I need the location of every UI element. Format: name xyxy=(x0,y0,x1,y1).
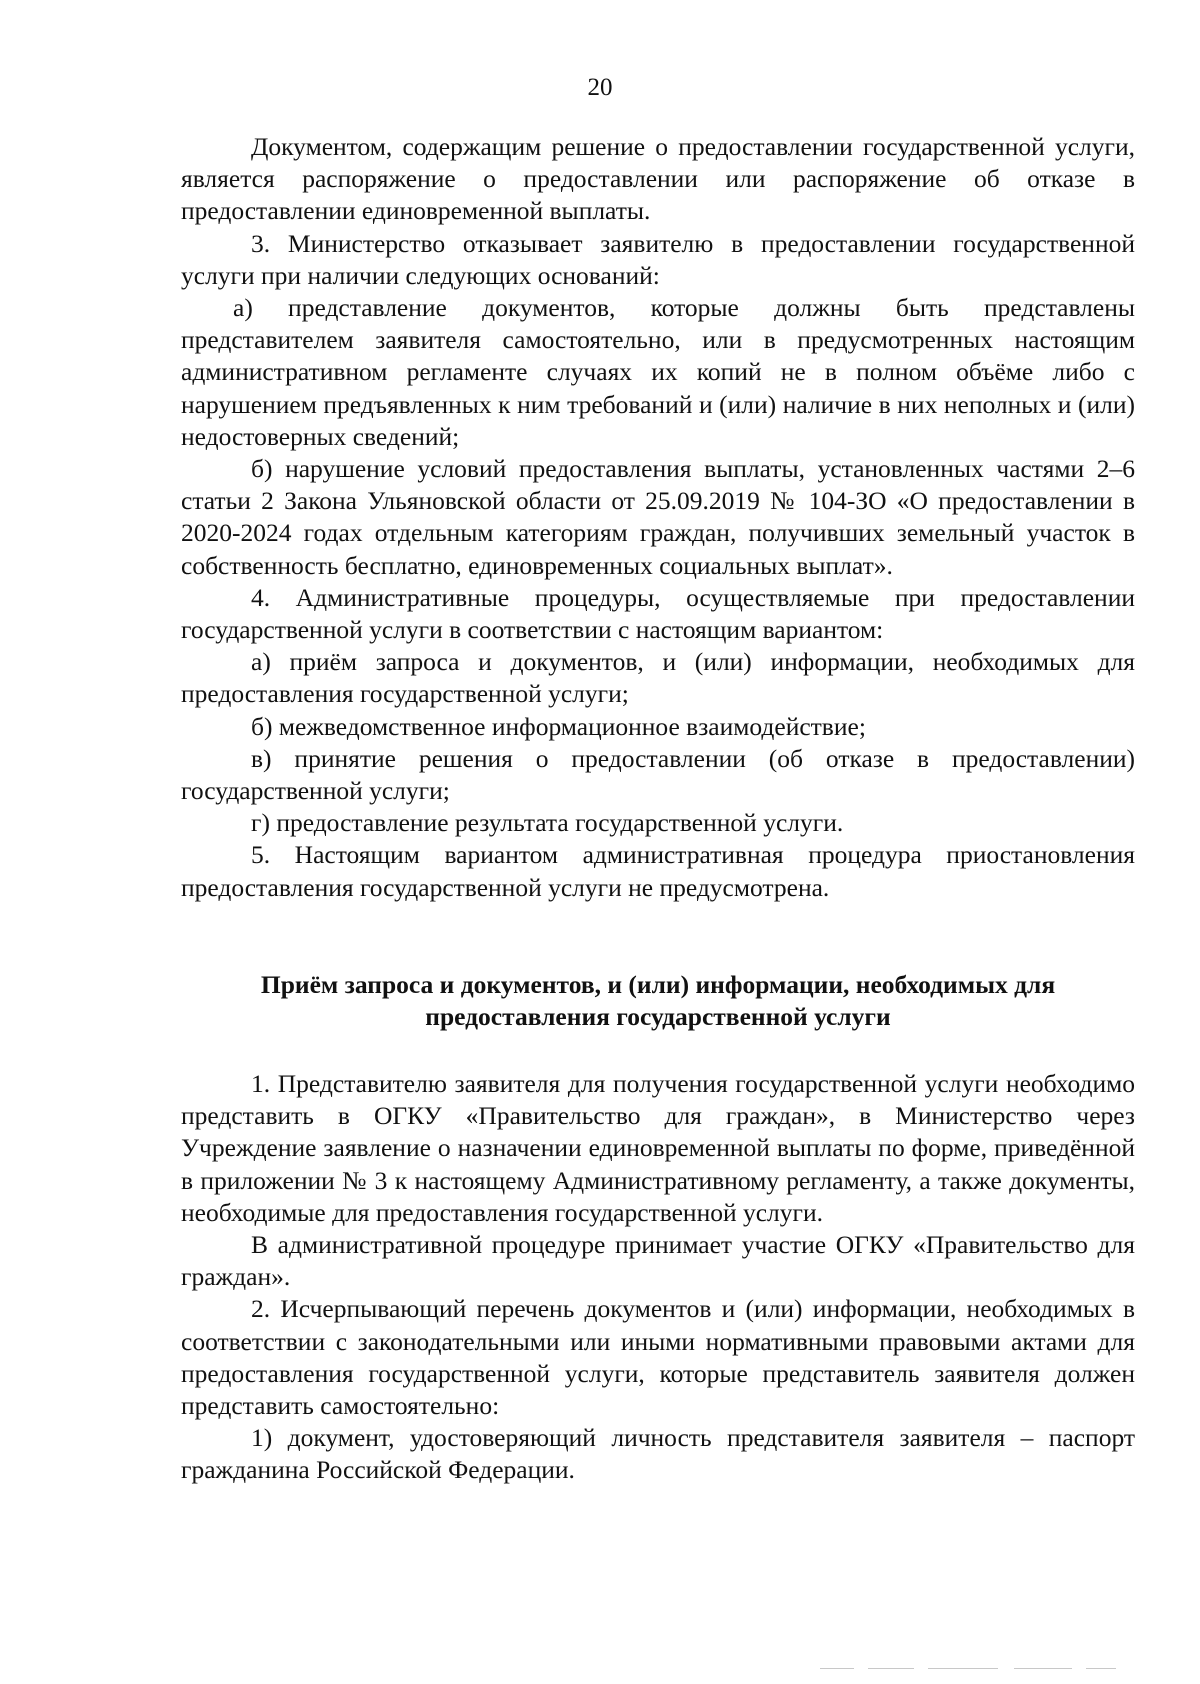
body-text-top xyxy=(181,131,1135,904)
list-item-procedure-c: в) принятие решения о предоставлении (об отказе в предоставлении) государственной услуги; xyxy=(181,743,1135,806)
paragraph-ground-a: а) представление документов, которые должны быть представлены представителем заявителя самостоятельно, или в предусмотренных настоящим административном регламенте случаях их копий не в полном объёме либо с нарушением предъявленных к ним требований и (или) наличие в них неполных и (или) недостоверных сведений; xyxy=(181,293,1135,451)
paragraph-ground-b: б) нарушение условий предоставления выплаты, установленных частями 2–6 статьи 2 Закона Ульяновской области от 25.09.2019 № 104-ЗО «О предоставлении в 2020-2024 годах отдельным категориям граждан, получивших земельный участок в собственность бесплатно, единовременных социальных выплат». xyxy=(181,454,1135,580)
scan-artifact-lines xyxy=(820,1668,1120,1672)
paragraph-procedures: 4. Административные процедуры, осуществляемые при предоставлении государственной услуги в соответствии с настоящим вариантом: xyxy=(181,582,1135,645)
list-item-procedure-a: а) приём запроса и документов, и (или) информации, необходимых для предоставления государственной услуги; xyxy=(181,647,1135,709)
paragraph-decision-document: Документом, содержащим решение о предоставлении государственной услуги, является распоряжение о предоставлении или распоряжение об отказе в предоставлении единовременной выплаты. xyxy=(181,132,1135,226)
body-text-bottom xyxy=(181,1068,1135,1487)
paragraph-refusal-grounds: 3. Министерство отказывает заявителю в предоставлении государственной услуги при наличии следующих оснований: xyxy=(181,228,1135,290)
list-item-procedure-b: б) межведомственное информационное взаимодействие; xyxy=(251,711,866,741)
paragraph-no-suspension: 5. Настоящим вариантом административная процедура приостановления предоставления государственной услуги не предусмотрена. xyxy=(181,840,1135,902)
paragraph-participant: В административной процедуре принимает участие ОГКУ «Правительство для граждан». xyxy=(181,1230,1135,1292)
section-heading: Приём запроса и документов, и (или) информации, необходимых для предоставления государственной услуги xyxy=(260,970,1056,1032)
list-item-passport: 1) документ, удостоверяющий личность представителя заявителя – паспорт гражданина Российской Федерации. xyxy=(181,1423,1135,1485)
page-number: 20 xyxy=(587,74,613,101)
paragraph-document-list: 2. Исчерпывающий перечень документов и (или) информации, необходимых в соответствии с законодательными или иными нормативными правовыми актами для предоставления государственной услуги, которые представитель заявителя должен представить самостоятельно: xyxy=(181,1294,1135,1421)
paragraph-submission: 1. Представителю заявителя для получения государственной услуги необходимо представить в ОГКУ «Правительство для граждан», в Министерство через Учреждение заявление о назначении единовременной выплаты по форме, приведённой в приложении № 3 к настоящему Административному регламенту, а также документы, необходимые для предоставления государственной услуги. xyxy=(181,1069,1135,1227)
list-item-procedure-d: г) предоставление результата государственной услуги. xyxy=(251,808,844,838)
